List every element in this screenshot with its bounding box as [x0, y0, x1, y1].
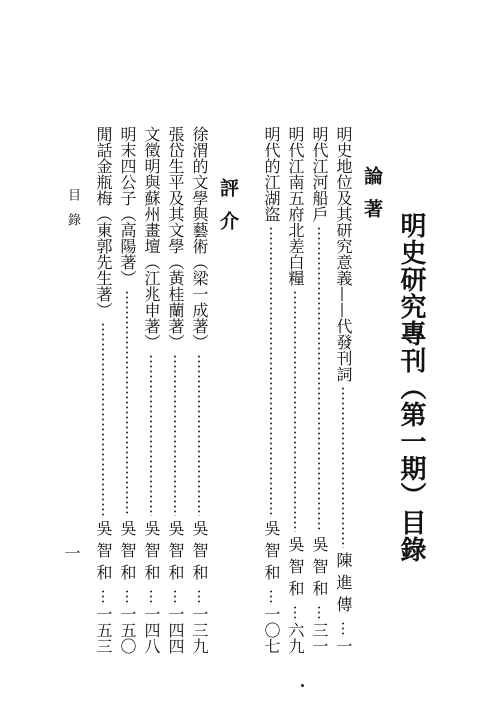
entry-page: 一四八: [142, 606, 161, 654]
entry-author: 吳智和: [118, 520, 137, 586]
entry-author: 吳智和: [94, 520, 113, 586]
dot-leader: [294, 605, 296, 619]
dot-leader: [342, 386, 344, 548]
print-speck: [301, 684, 304, 687]
toc-entry: [284, 126, 306, 654]
entry-page: 三一: [310, 622, 329, 654]
dot-leader: [102, 589, 104, 603]
section-heading-pingjie: 評介: [217, 178, 239, 244]
dot-leader: [270, 589, 272, 603]
page-title: 明史研究專刊（第一期）目錄: [396, 212, 426, 563]
toc-entry: [140, 126, 162, 654]
dot-leader: [198, 589, 200, 603]
dot-leader: [126, 290, 128, 516]
entry-author: 吳智和: [286, 536, 305, 602]
toc-entry: [260, 126, 282, 654]
entry-author: 吳智和: [142, 520, 161, 586]
page-number: 一: [62, 545, 81, 561]
section-heading-lunzhu: 論著: [361, 166, 383, 232]
dot-leader: [102, 322, 104, 516]
running-footer-label: 目錄: [65, 188, 80, 238]
entry-page: 一〇七: [262, 606, 281, 654]
toc-entry: [188, 126, 210, 654]
entry-title: 明代江南五府北差白糧: [286, 126, 305, 286]
toc-entry: [92, 126, 114, 654]
entry-title: 閒話金瓶梅（東郭先生著）: [94, 126, 113, 318]
toc-entry: [116, 126, 138, 654]
entry-page: 一五〇: [118, 606, 137, 654]
dot-leader: [150, 589, 152, 603]
entry-page: 一四四: [166, 606, 185, 654]
dot-leader: [198, 354, 200, 516]
entry-page: 一三九: [190, 606, 209, 654]
dot-leader: [294, 290, 296, 532]
toc-entry: [308, 126, 330, 654]
entry-title: 明代江河船戶: [310, 126, 329, 222]
dot-leader: [318, 605, 320, 619]
dot-leader: [270, 226, 272, 516]
entry-title: 徐渭的文學與藝術（梁一成著）: [190, 126, 209, 350]
entry-page: 一: [334, 638, 353, 654]
entry-title: 文徵明與蘇州畫壇（江兆申著）: [142, 126, 161, 350]
entry-author: 陳進傳: [334, 552, 353, 618]
dot-leader: [126, 589, 128, 603]
entry-title: 明代的江湖盜: [262, 126, 281, 222]
entry-author: 吳智和: [310, 536, 329, 602]
entry-title: 明史地位及其研究意義——代發刊詞: [334, 126, 353, 382]
entry-title: 張岱生平及其文學（黃桂蘭著）: [166, 126, 185, 350]
dot-leader: [150, 354, 152, 516]
entry-page: 六九: [286, 622, 305, 654]
toc-entry: [164, 126, 186, 654]
dot-leader: [318, 226, 320, 532]
dot-leader: [342, 621, 344, 635]
entry-title: 明末四公子（高陽著）: [118, 126, 137, 286]
entry-page: 一五三: [94, 606, 113, 654]
entry-author: 吳智和: [190, 520, 209, 586]
toc-entry: [332, 126, 354, 654]
entry-author: 吳智和: [262, 520, 281, 586]
entry-author: 吳智和: [166, 520, 185, 586]
dot-leader: [174, 589, 176, 603]
dot-leader: [174, 354, 176, 516]
